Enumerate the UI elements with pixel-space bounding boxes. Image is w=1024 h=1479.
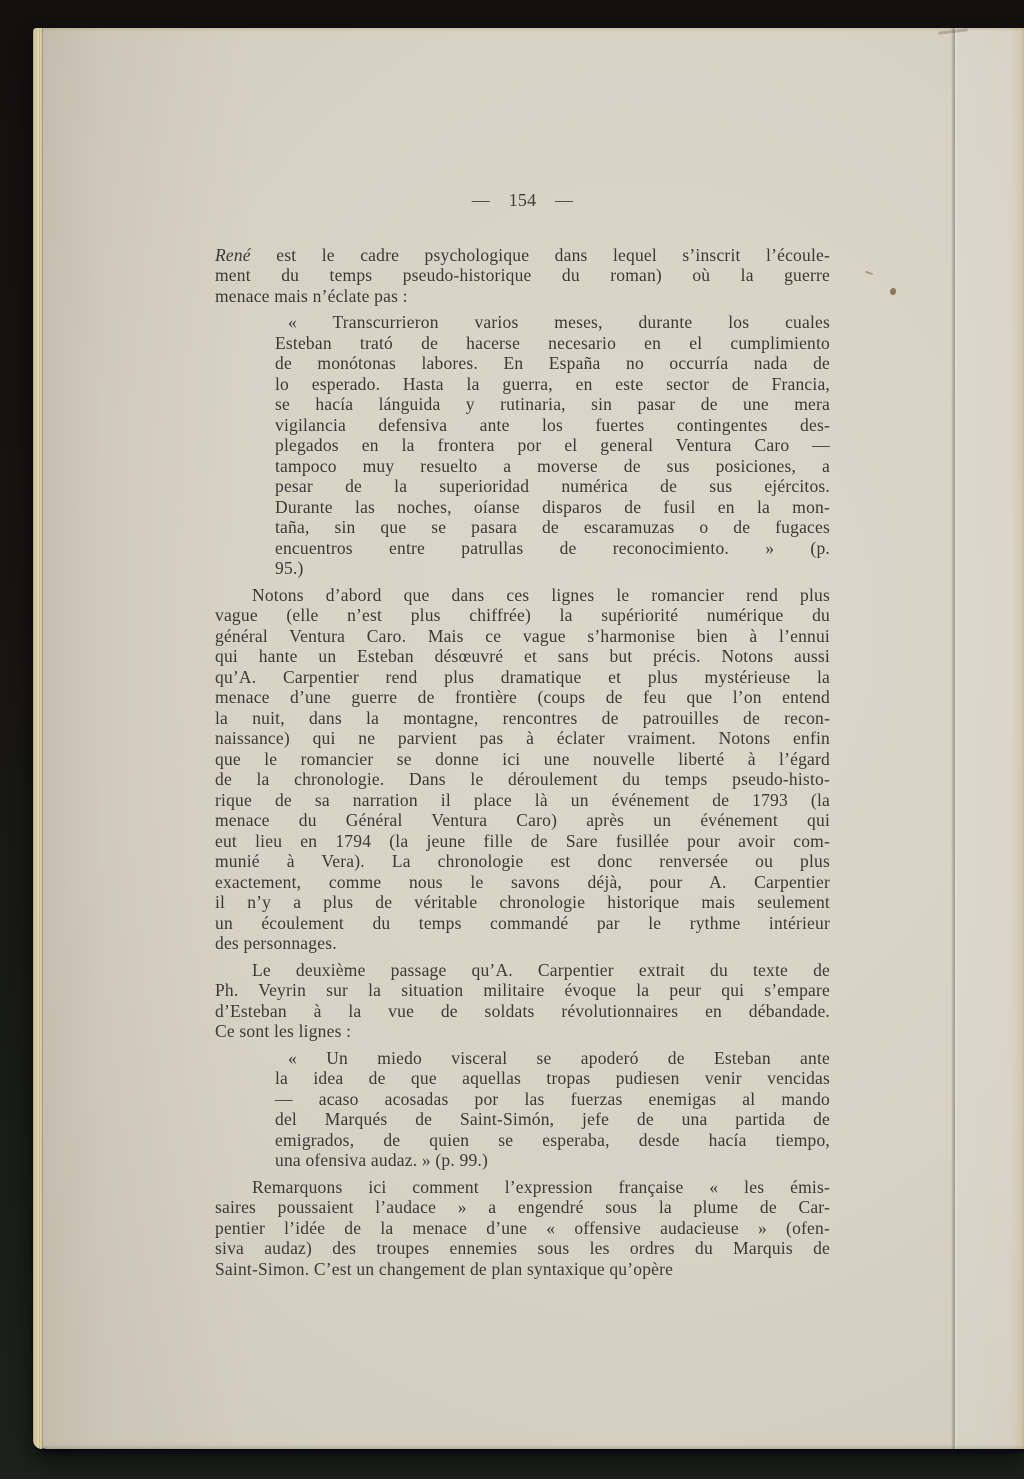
text-line: de la chronologie. Dans le déroulement du temps pseudo-histo- [215,769,830,789]
text-line: que le romancier se donne ici une nouvelle liberté à l’égard [215,748,830,769]
text-line: menace mais n’éclate pas : [215,285,408,306]
paragraph [215,960,830,1042]
text-line: « Un miedo visceral se apoderó de Esteban ante [288,1047,830,1068]
text-line: Le deuxième passage qu’A. Carpentier extrait du texte de [252,959,830,980]
paper-fiber [865,271,873,275]
text-line: qui hante un Esteban désœuvré et sans but précis. Notons aussi [215,646,830,666]
text-line: emigrados, de quien se esperaba, desde hacía tiempo, [275,1129,830,1150]
page-number: — 154 — [471,190,574,210]
text-line: naissance) qui ne parvient pas à éclater vraiment. Notons enfin [215,728,830,748]
text-line: tampoco muy resuelto a moverse de sus posiciones, a [275,455,830,476]
text-line: de monótonas labores. En España no occurría nada de [275,353,830,373]
text-line: una ofensiva audaz. » (p. 99.) [275,1150,489,1170]
text-line: eut lieu en 1794 (la jeune fille de Sare fusillée pour avoir com- [215,830,830,851]
text-line: — acaso acosadas por las fuerzas enemigas al mando [275,1088,830,1109]
facing-page-edge [957,28,1024,1449]
text-line: pentier l’idée de la menace d’une « offensive audacieuse » (ofen- [215,1217,830,1238]
text-line: des personnages. [215,933,337,953]
page-edge-strip [33,28,42,1449]
text-line: saires poussaient l’audace » a engendré sous la plume de Car- [215,1197,830,1217]
text-line: exactement, comme nous le savons déjà, pour A. Carpentier [215,871,830,892]
book-page [33,28,1024,1449]
text-line: pesar de la superioridad numérica de sus ejércitos. [275,476,830,496]
paragraph [215,245,830,307]
text-line: Notons d’abord que dans ces lignes le romancier rend plus [252,584,830,605]
text-line: « Transcurrieron varios meses, durante los cuales [288,312,830,332]
text-line: vague (elle n’est plus chiffrée) la supériorité numérique du [215,605,830,625]
text-line: d’Esteban à la vue de soldats révolutionnaires en débandade. [215,1000,830,1021]
text-line: Ph. Veyrin sur la situation militaire évoque la peur qui s’empare [215,980,830,1000]
text-line: plegados en la frontera por el general Ventura Caro — [275,435,830,455]
text-line: taña, sin que se pasara de escaramuzas o de fugaces [275,517,830,537]
text-line: siva audaz) des troupes ennemies sous les ordres du Marquis de [215,1238,830,1258]
text-line: un écoulement du temps commandé par le rythme intérieur [215,912,830,933]
page-crease [951,28,957,1449]
page-body [215,245,830,1280]
text-line: munié à Vera). La chronologie est donc renversée ou plus [215,851,830,871]
paragraph [215,1177,830,1280]
text-column [215,190,830,1285]
paragraph [215,585,830,954]
text-line: ment du temps pseudo-historique du roman) où la guerre [215,265,830,285]
text-line: encuentros entre patrullas de reconocimiento. » (p. [275,537,830,558]
text-line: la nuit, dans la montagne, rencontres de patrouilles de recon- [215,707,830,728]
text-line: René est le cadre psychologique dans lequel s’inscrit l’écoule- [215,244,830,265]
text-line: vigilancia defensiva ante los fuertes contingentes des- [275,414,830,435]
text-line: général Ventura Caro. Mais ce vague s’harmonise bien à l’ennui [215,625,830,646]
text-line: Esteban trató de hacerse necesario en el cumplimiento [275,332,830,353]
text-line: del Marqués de Saint-Simón, jefe de una partida de [275,1109,830,1129]
text-line: Saint-Simon. C’est un changement de plan syntaxique qu’opère [215,1258,674,1279]
text-line: menace du Général Ventura Caro) après un événement qui [215,810,830,830]
paper-speck [890,288,896,295]
text-line: 95.) [275,558,304,578]
block-quote [275,312,830,579]
text-line: menace d’une guerre de frontière (coups de feu que l’on entend [215,687,830,707]
text-line: la idea de que aquellas tropas pudiesen venir vencidas [275,1068,830,1088]
text-line: Remarquons ici comment l’expression française « les émis- [252,1176,830,1197]
text-line: il n’y a plus de véritable chronologie historique mais seulement [215,892,830,912]
text-line: lo esperado. Hasta la guerra, en este sector de Francia, [275,373,830,394]
text-line: Durante las noches, oíanse disparos de fusil en la mon- [275,496,830,517]
text-line: Ce sont les lignes : [215,1021,352,1041]
text-line: se hacía lánguida y rutinaria, sin pasar de une mera [275,394,830,414]
text-line: qu’A. Carpentier rend plus dramatique et plus mystérieuse la [215,666,830,687]
text-line: rique de sa narration il place là un événement de 1793 (la [215,789,830,810]
block-quote [275,1048,830,1171]
